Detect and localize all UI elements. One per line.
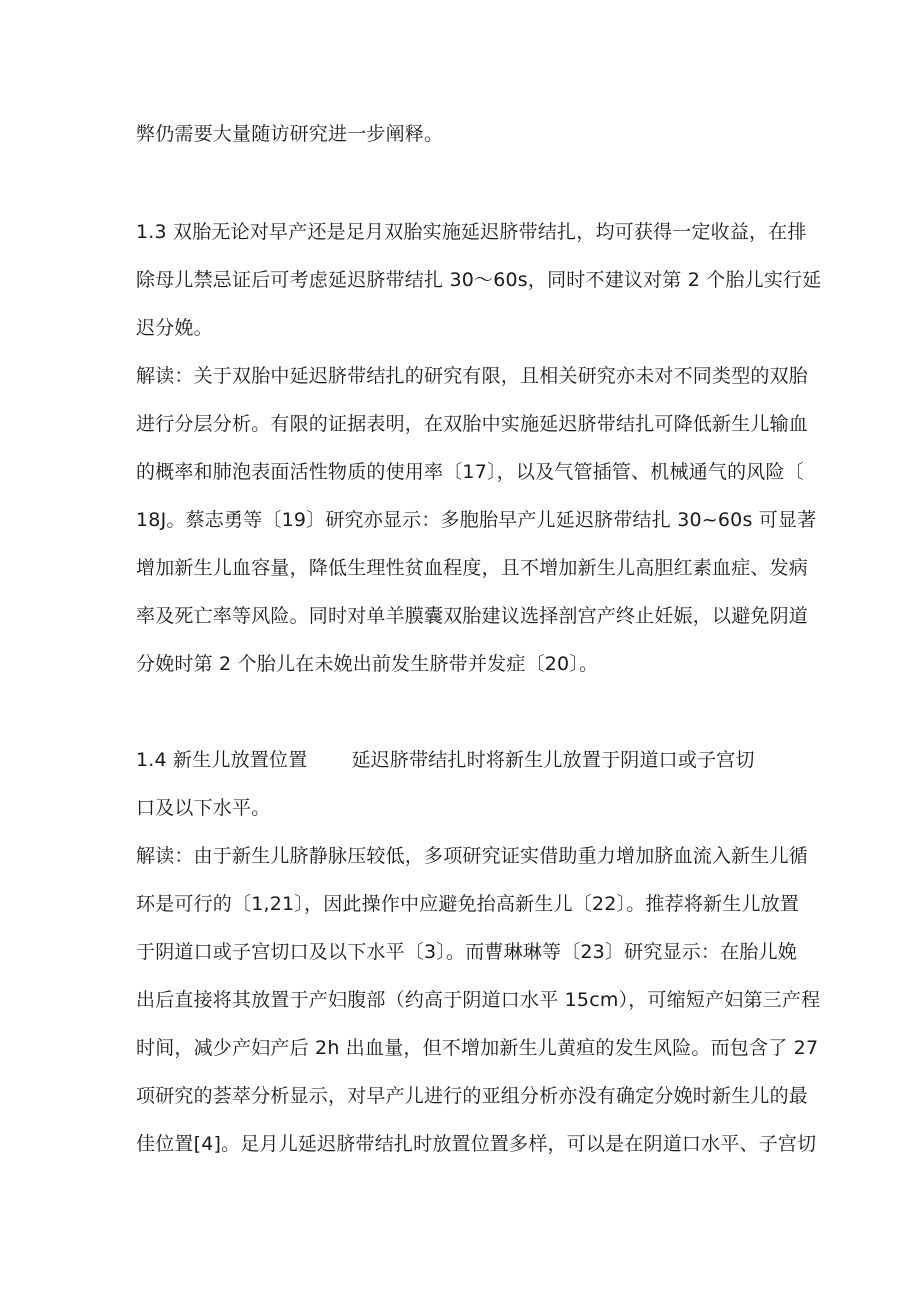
section-1-4-text: 延迟脐带结扎时将新生儿放置于阴道口或子宫切	[351, 749, 755, 771]
interpretation-line: 增加新生儿血容量，降低生理性贫血程度，且不增加新生儿高胆红素血症、发病	[136, 557, 809, 579]
interpretation-line: 18J。蔡志勇等〔19〕研究亦显示：多胞胎早产儿延迟脐带结扎 30~60s 可显著	[136, 509, 817, 531]
interpretation-line: 分娩时第 2 个胎儿在未娩出前发生脐带并发症〔20〕。	[136, 653, 599, 675]
section-1-4-number: 1.4 新生儿放置位置	[136, 749, 308, 771]
paragraph-line: 弊仍需要大量随访研究进一步阐释。	[136, 123, 444, 145]
section-1-3-line: 迟分娩。	[136, 317, 213, 339]
interpretation-line: 环是可行的〔1,21〕，因此操作中应避免抬高新生儿〔22〕。推荐将新生儿放置	[136, 893, 800, 915]
interpretation-line: 的概率和肺泡表面活性物质的使用率〔17〕，以及气管插管、机械通气的风险〔	[136, 461, 804, 483]
interpretation-line: 时间，减少产妇产后 2h 出血量，但不增加新生儿黄疸的发生风险。而包含了 27	[136, 1037, 819, 1059]
section-1-4-heading	[136, 748, 755, 772]
interpretation-line: 解读：由于新生儿脐静脉压较低，多项研究证实借助重力增加脐血流入新生儿循	[136, 845, 809, 867]
interpretation-line: 解读：关于双胎中延迟脐带结扎的研究有限，且相关研究亦未对不同类型的双胎	[136, 365, 809, 387]
interpretation-line: 率及死亡率等风险。同时对单羊膜囊双胎建议选择剖宫产终止妊娠，以避免阴道	[136, 605, 809, 627]
section-1-4-line: 口及以下水平。	[136, 797, 271, 819]
interpretation-line: 佳位置[4]。足月儿延迟脐带结扎时放置位置多样，可以是在阴道口水平、子宫切	[136, 1133, 817, 1155]
interpretation-line: 出后直接将其放置于产妇腹部（约高于阴道口水平 15cm），可缩短产妇第三产程	[136, 989, 821, 1011]
interpretation-line: 于阴道口或子宫切口及以下水平〔3〕。而曹琳琳等〔23〕研究显示：在胎儿娩	[136, 941, 797, 963]
interpretation-line: 进行分层分析。有限的证据表明，在双胎中实施延迟脐带结扎可降低新生儿输血	[136, 413, 809, 435]
section-1-3-line: 1.3 双胎无论对早产还是足月双胎实施延迟脐带结扎，均可获得一定收益，在排	[136, 221, 807, 243]
section-1-3-line: 除母儿禁忌证后可考虑延迟脐带结扎 30～60s，同时不建议对第 2 个胎儿实行延	[136, 269, 822, 291]
interpretation-line: 项研究的荟萃分析显示，对早产儿进行的亚组分析亦没有确定分娩时新生儿的最	[136, 1085, 809, 1107]
